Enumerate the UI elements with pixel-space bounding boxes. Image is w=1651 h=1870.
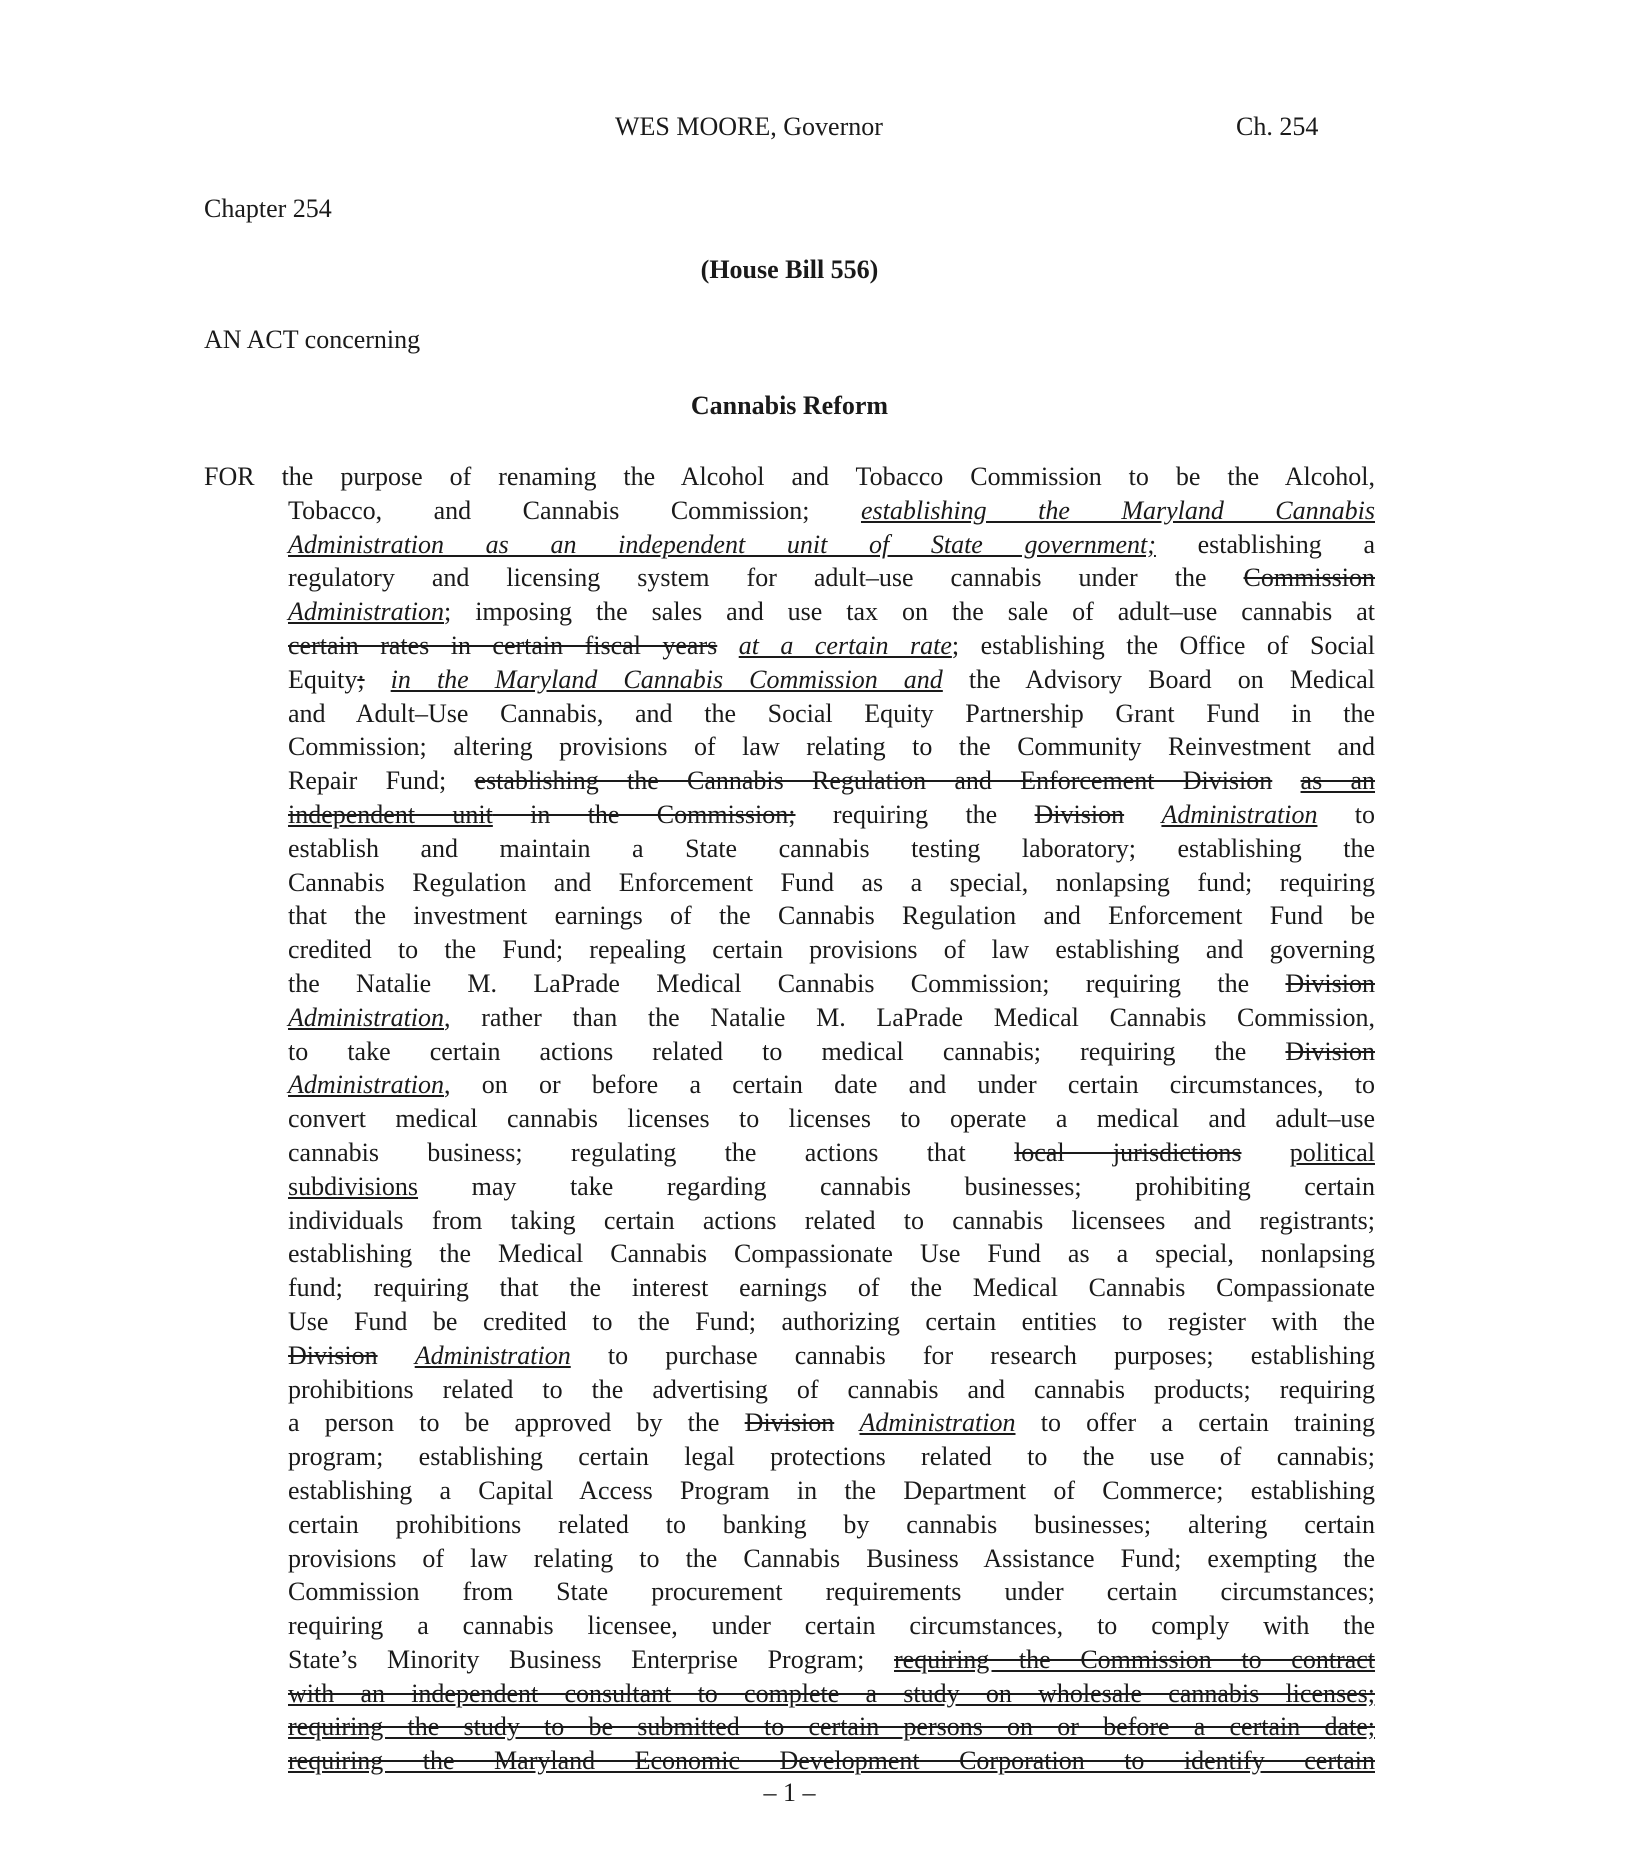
purpose-line xyxy=(288,866,1375,900)
purpose-line xyxy=(288,1204,1375,1238)
purpose-line xyxy=(288,1710,1375,1744)
text-segment: establishing a xyxy=(1155,529,1375,559)
text-segment: Commission; altering provisions of law relating to the Community Reinvestment and xyxy=(288,732,1375,762)
purpose-line xyxy=(288,798,1375,832)
act-intro: AN ACT concerning xyxy=(204,325,421,354)
purpose-line xyxy=(288,1609,1375,1643)
text-segment: certain prohibitions related to banking by cannabis businesses; altering certain xyxy=(288,1509,1375,1539)
purpose-line xyxy=(288,1170,1375,1204)
purpose-line xyxy=(288,967,1375,1001)
deleted-text: local jurisdictions xyxy=(1014,1137,1242,1167)
purpose-line xyxy=(288,1542,1375,1576)
purpose-line xyxy=(288,1440,1375,1474)
text-segment: the Natalie M. LaPrade Medical Cannabis Commission; requiring the xyxy=(288,968,1286,998)
purpose-line xyxy=(288,1102,1375,1136)
purpose-line xyxy=(288,561,1375,595)
text-segment: FOR the purpose of renaming the Alcohol and Tobacco Commission to be the Alcohol, xyxy=(204,462,1375,491)
text-segment xyxy=(834,1408,859,1437)
purpose-line xyxy=(204,460,1375,494)
deleted-text: ; xyxy=(357,664,365,694)
deleted-text: requiring the Commission to contract xyxy=(894,1644,1376,1674)
deleted-text: requiring the study to be submitted to certain persons on or before a certain date; xyxy=(288,1712,1375,1742)
text-segment: State’s Minority Business Enterprise Program; xyxy=(288,1644,894,1674)
text-segment: Repair Fund; xyxy=(288,766,475,796)
deleted-text: as an xyxy=(1300,766,1376,796)
text-segment: requiring the xyxy=(795,799,1035,829)
deleted-text: certain rates in certain fiscal years xyxy=(288,630,718,660)
deleted-text: Commission xyxy=(1243,563,1375,593)
purpose-line xyxy=(288,1474,1375,1508)
purpose-line xyxy=(288,1271,1375,1305)
deleted-text: requiring the Maryland Economic Development Corporation to identify certain xyxy=(288,1746,1375,1776)
inserted-text: Administration xyxy=(288,1070,445,1100)
text-segment: Cannabis Regulation and Enforcement Fund as a special, nonlapsing fund; requiring xyxy=(288,867,1375,897)
text-segment xyxy=(717,631,738,660)
inserted-text: Administration xyxy=(288,597,445,627)
purpose-line xyxy=(288,1305,1375,1339)
text-segment: convert medical cannabis licenses to licenses to operate a medical and adult–use xyxy=(288,1104,1375,1134)
purpose-line xyxy=(288,663,1375,697)
purpose-line xyxy=(288,1677,1375,1711)
text-segment: ; establishing the Office of Social xyxy=(951,630,1375,660)
purpose-line xyxy=(288,730,1375,764)
text-segment: Tobacco, and Cannabis Commission; xyxy=(288,495,861,525)
purpose-line xyxy=(288,1136,1375,1170)
purpose-line xyxy=(288,764,1375,798)
inserted-text: Administration xyxy=(414,1340,571,1370)
deleted-text: Division xyxy=(1034,799,1125,829)
deleted-text: establishing the Cannabis Regulation and Enforcement Division xyxy=(474,766,1273,796)
purpose-line xyxy=(288,697,1375,731)
text-segment: establishing a Capital Access Program in the Department of Commerce; establishing xyxy=(288,1475,1375,1505)
purpose-line xyxy=(288,933,1375,967)
purpose-line xyxy=(288,832,1375,866)
inserted-text: at a certain rate xyxy=(738,630,952,660)
text-segment xyxy=(1272,766,1300,795)
deleted-text: Division xyxy=(744,1408,835,1438)
text-segment: establishing the Medical Cannabis Compassionate Use Fund as a special, nonlapsing xyxy=(288,1239,1375,1269)
deleted-text: with an independent consultant to complete a study on wholesale cannabis licenses; xyxy=(288,1678,1375,1708)
inserted-text: Administration as an independent unit of State government; xyxy=(288,529,1156,559)
bill-number: (House Bill 556) xyxy=(700,255,879,284)
page-number: – 1 – xyxy=(763,1778,816,1807)
deleted-text: Division xyxy=(1285,968,1375,998)
chapter-label: Chapter 254 xyxy=(204,194,332,223)
purpose-line xyxy=(288,1373,1375,1407)
purpose-line xyxy=(288,1068,1375,1102)
text-segment: and Adult–Use Cannabis, and the Social Equity Partnership Grant Fund in the xyxy=(288,698,1375,728)
running-header-governor: WES MOORE, Governor xyxy=(615,112,883,141)
inserted-text: political xyxy=(1289,1137,1375,1167)
text-segment: to xyxy=(1317,799,1375,829)
deleted-text: Division xyxy=(288,1340,378,1370)
text-segment: ; imposing the sales and use tax on the sale of adult–use cannabis at xyxy=(444,597,1375,627)
text-segment: , rather than the Natalie M. LaPrade Medical Cannabis Commission, xyxy=(444,1002,1375,1032)
text-segment: the Advisory Board on Medical xyxy=(942,664,1375,694)
purpose-line xyxy=(288,528,1375,562)
purpose-line xyxy=(288,1406,1375,1440)
text-segment: regulatory and licensing system for adult–use cannabis under the xyxy=(288,563,1244,593)
text-segment: prohibitions related to the advertising of cannabis and cannabis products; requiring xyxy=(288,1374,1375,1404)
text-segment: to purchase cannabis for research purposes; establishing xyxy=(570,1340,1375,1370)
text-segment: individuals from taking certain actions related to cannabis licensees and registrants; xyxy=(288,1205,1375,1235)
purpose-line xyxy=(288,1575,1375,1609)
text-segment: fund; requiring that the interest earnings of the Medical Cannabis Compassionate xyxy=(288,1273,1375,1303)
text-segment: provisions of law relating to the Cannabis Business Assistance Fund; exempting the xyxy=(288,1543,1375,1573)
text-segment xyxy=(378,1341,415,1370)
inserted-text: subdivisions xyxy=(288,1171,419,1201)
purpose-line xyxy=(288,1035,1375,1069)
purpose-line xyxy=(288,1339,1375,1373)
inserted-text: Administration xyxy=(1161,799,1318,829)
act-title: Cannabis Reform xyxy=(690,391,889,420)
purpose-line xyxy=(288,1643,1375,1677)
text-segment: establish and maintain a State cannabis testing laboratory; establishing the xyxy=(288,833,1375,863)
text-segment xyxy=(1241,1138,1289,1167)
running-header-chapter: Ch. 254 xyxy=(1236,112,1319,141)
inserted-text: Administration xyxy=(859,1408,1016,1438)
text-segment: Use Fund be credited to the Fund; authorizing certain entities to register with the xyxy=(288,1306,1375,1336)
text-segment: , on or before a certain date and under certain circumstances, to xyxy=(444,1070,1375,1100)
purpose-line xyxy=(288,595,1375,629)
purpose-line xyxy=(288,629,1375,663)
text-segment: to offer a certain training xyxy=(1015,1408,1376,1438)
text-segment xyxy=(365,665,391,694)
text-segment xyxy=(1124,800,1161,829)
text-segment: may take regarding cannabis businesses; prohibiting certain xyxy=(418,1171,1375,1201)
deleted-text: Division xyxy=(1285,1036,1375,1066)
text-segment: to take certain actions related to medical cannabis; requiring the xyxy=(288,1036,1286,1066)
text-segment: requiring a cannabis licensee, under certain circumstances, to comply with the xyxy=(288,1611,1375,1641)
purpose-line xyxy=(288,899,1375,933)
purpose-paragraph xyxy=(204,460,1375,1778)
purpose-line xyxy=(288,494,1375,528)
purpose-line xyxy=(288,1237,1375,1271)
text-segment: credited to the Fund; repealing certain provisions of law establishing and governing xyxy=(288,935,1375,965)
purpose-line xyxy=(288,1744,1375,1778)
text-segment: that the investment earnings of the Cannabis Regulation and Enforcement Fund be xyxy=(288,901,1375,931)
purpose-line xyxy=(288,1001,1375,1035)
text-segment: a person to be approved by the xyxy=(288,1408,745,1438)
deleted-text: independent unit xyxy=(288,799,493,829)
text-segment: Equity xyxy=(288,664,358,694)
deleted-text: in the Commission; xyxy=(492,799,796,829)
text-segment: Commission from State procurement requirements under certain circumstances; xyxy=(288,1577,1375,1607)
inserted-text: establishing the Maryland Cannabis xyxy=(860,495,1375,525)
text-segment: cannabis business; regulating the actions that xyxy=(288,1137,1015,1167)
text-segment: program; establishing certain legal protections related to the use of cannabis; xyxy=(288,1442,1375,1472)
purpose-line xyxy=(288,1508,1375,1542)
inserted-text: in the Maryland Cannabis Commission and xyxy=(390,664,943,694)
inserted-text: Administration xyxy=(288,1002,445,1032)
